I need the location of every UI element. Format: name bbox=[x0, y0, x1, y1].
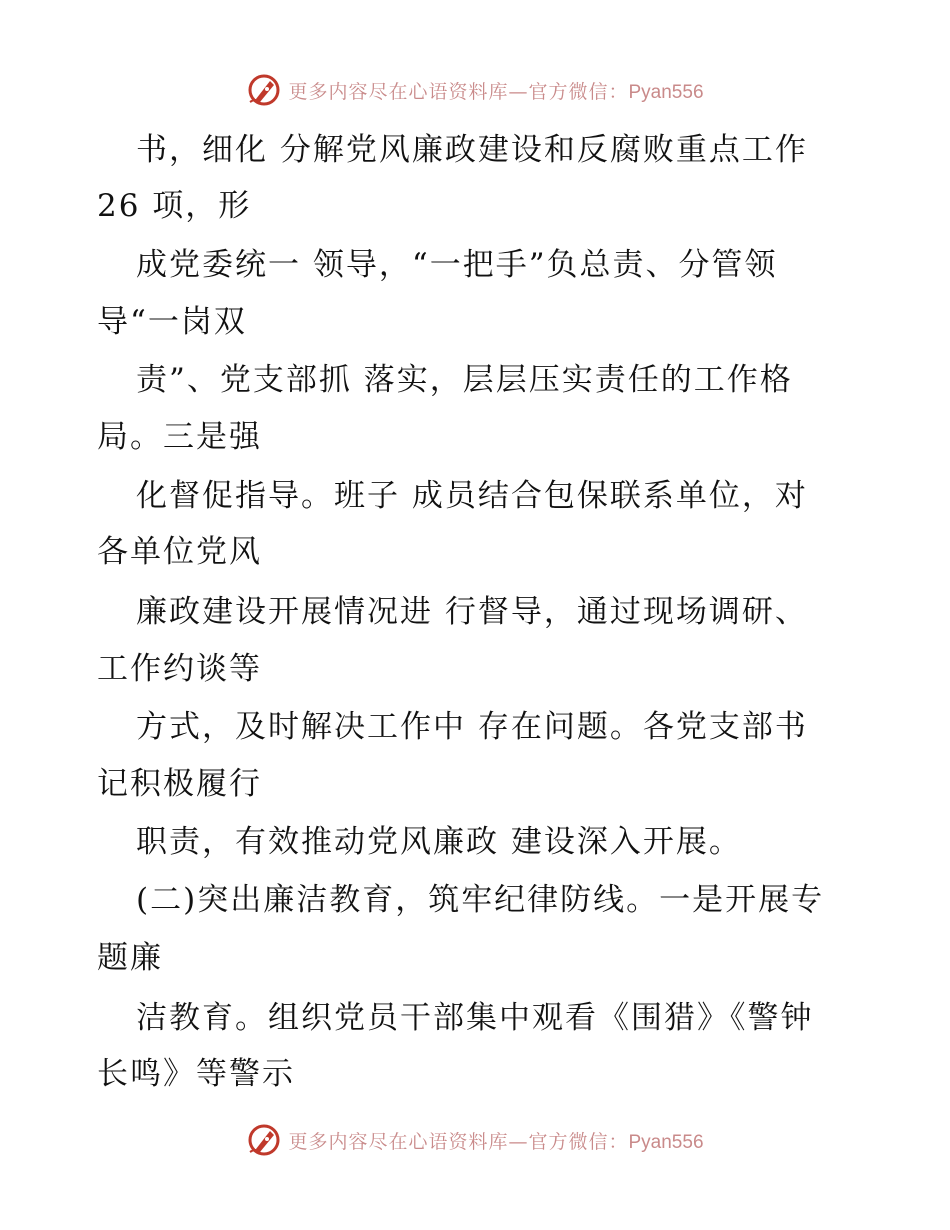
text-line: 书，细化 分解党风廉政建设和反腐败重点工作 bbox=[136, 132, 808, 168]
text-line: 题廉 bbox=[97, 940, 163, 976]
text-line: 26 项，形 bbox=[97, 188, 252, 224]
header-banner-wechat-label: 官方微信： bbox=[528, 80, 629, 103]
text-line: 责”、党支部抓 落实，层层压实责任的工作格 bbox=[136, 362, 793, 398]
text-line: 工作约谈等 bbox=[97, 651, 262, 687]
text-line: 职责，有效推动党风廉政 建设深入开展。 bbox=[136, 824, 742, 860]
header-banner bbox=[0, 70, 950, 110]
footer-banner-text bbox=[288, 1127, 703, 1154]
text-line: (二)突出廉洁教育，筑牢纪律防线。一是开展专 bbox=[136, 882, 825, 918]
footer-banner-wechat-label: 官方微信： bbox=[528, 1130, 629, 1153]
footer-banner-title: 更多内容尽在心语资料库 bbox=[288, 1130, 509, 1153]
text-line: 洁教育。组织党员干部集中观看《围猎》《警钟 bbox=[136, 1000, 814, 1036]
text-line: 成党委统一 领导，“一把手”负总责、分管领 bbox=[136, 247, 778, 283]
text-line: 廉政建设开展情况进 行督导，通过现场调研、 bbox=[136, 594, 808, 630]
header-banner-title: 更多内容尽在心语资料库 bbox=[288, 80, 509, 103]
footer-banner bbox=[0, 1120, 950, 1160]
header-banner-text bbox=[288, 77, 703, 104]
pen-nib-logo-icon bbox=[246, 1122, 282, 1158]
footer-banner-wechat-id: Pyan556 bbox=[628, 1131, 704, 1153]
header-banner-dash: — bbox=[508, 80, 529, 103]
text-line: 方式，及时解决工作中 存在问题。各党支部书 bbox=[136, 709, 808, 745]
text-line: 局。三是强 bbox=[97, 419, 262, 455]
footer-banner-dash: — bbox=[508, 1130, 529, 1153]
text-line: 记积极履行 bbox=[97, 766, 262, 802]
pen-nib-logo-icon bbox=[246, 72, 282, 108]
header-banner-wechat-id: Pyan556 bbox=[628, 81, 704, 103]
text-line: 各单位党风 bbox=[97, 534, 262, 570]
text-line: 化督促指导。班子 成员结合包保联系单位，对 bbox=[136, 478, 808, 514]
text-line: 导“一岗双 bbox=[97, 304, 247, 340]
text-line: 长鸣》等警示 bbox=[97, 1056, 295, 1092]
